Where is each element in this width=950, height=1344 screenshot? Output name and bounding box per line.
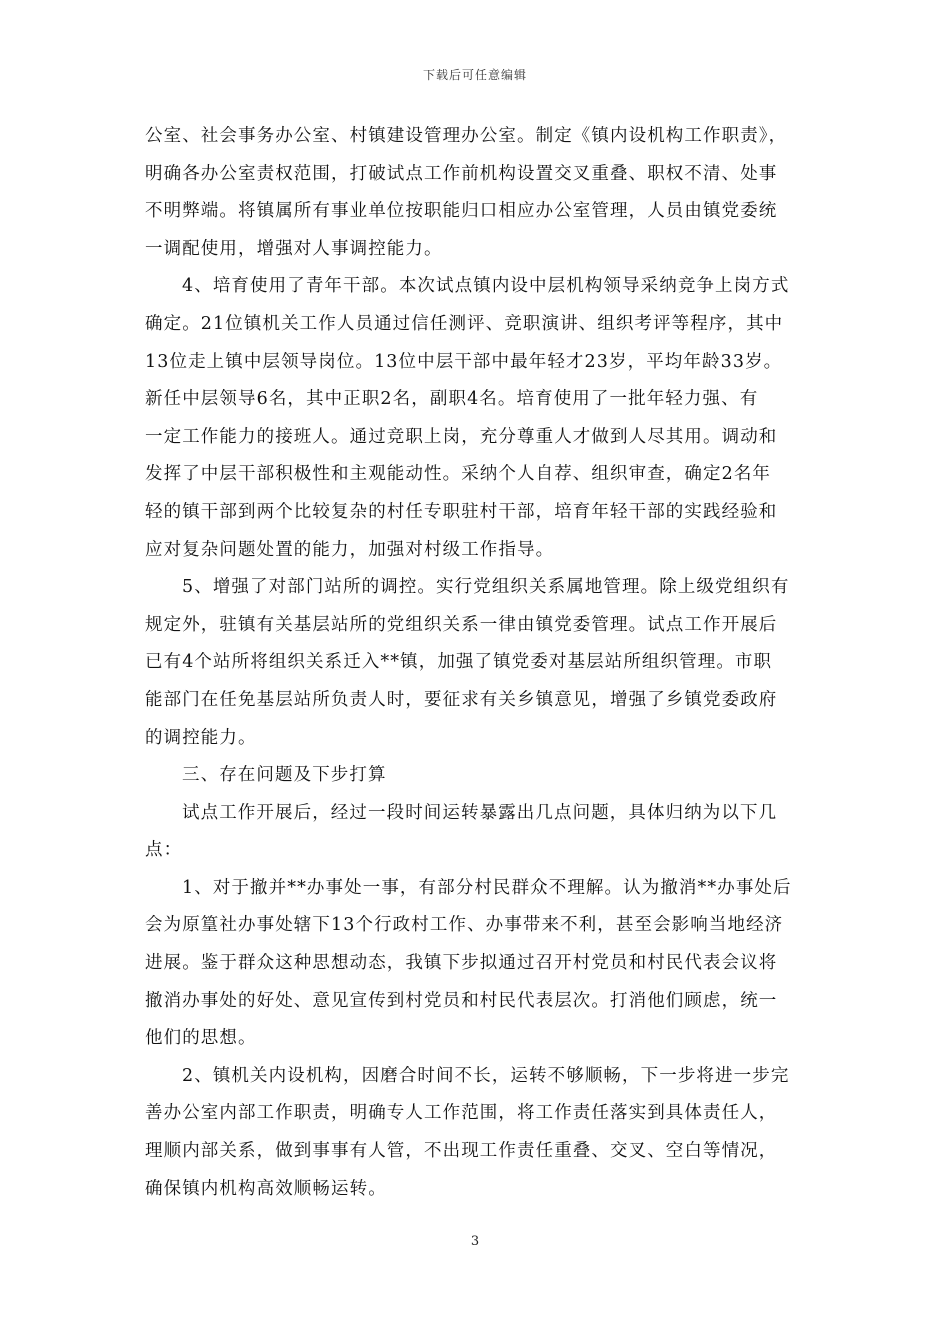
issue-2-start: 2、镇机关内设机构，因磨合时间不长，运转不够顺畅，下一步将进一步完 xyxy=(182,1065,790,1086)
text-line: 明确各办公室责权范围，打破试点工作前机构设置交叉重叠、职权不清、处事 xyxy=(145,163,778,184)
text-line: 确保镇内机构高效顺畅运转。 xyxy=(145,1178,387,1199)
text-line: 新任中层领导6名，其中正职2名，副职4名。培育使用了一批年轻力强、有 xyxy=(145,389,759,410)
page-header: 下载后可任意编辑 xyxy=(422,68,527,82)
text-line: 一调配使用，增强对人事调控能力。 xyxy=(145,238,443,259)
text-line: 的调控能力。 xyxy=(145,727,257,748)
text-line: 能部门在任免基层站所负责人时，要征求有关乡镇意见，增强了乡镇党委政府 xyxy=(145,689,778,710)
text-line: 一定工作能力的接班人。通过竞职上岗，充分尊重人才做到人尽其用。调动和 xyxy=(145,426,778,447)
text-line: 应对复杂问题处置的能力，加强对村级工作指导。 xyxy=(145,539,555,560)
text-line: 不明弊端。将镇属所有事业单位按职能归口相应办公室管理，人员由镇党委统 xyxy=(145,201,778,222)
text-line: 13位走上镇中层领导岗位。13位中层干部中最年轻才23岁，平均年龄33岁。 xyxy=(145,351,783,372)
text-line: 点： xyxy=(145,840,183,861)
text-line: 理顺内部关系，做到事事有人管，不出现工作责任重叠、交叉、空白等情况， xyxy=(145,1141,778,1162)
paragraph-4-start: 4、培育使用了青年干部。本次试点镇内设中层机构领导采纳竞争上岗方式 xyxy=(182,276,790,297)
text-line: 确定。21位镇机关工作人员通过信任测评、竞职演讲、组织考评等程序，其中 xyxy=(145,313,784,334)
section-heading: 三、存在问题及下步打算 xyxy=(182,765,387,786)
text-line: 轻的镇干部到两个比较复杂的村任专职驻村干部，培育年轻干部的实践经验和 xyxy=(145,501,778,522)
text-line: 他们的思想。 xyxy=(145,1028,257,1049)
text-line: 进展。鉴于群众这种思想动态，我镇下步拟通过召开村党员和村民代表会议将 xyxy=(145,953,778,974)
paragraph-intro-start: 试点工作开展后，经过一段时间运转暴露出几点问题，具体归纳为以下几 xyxy=(182,802,778,823)
text-line: 会为原篁社办事处辖下13个行政村工作、办事带来不利，甚至会影响当地经济 xyxy=(145,915,784,936)
text-line: 发挥了中层干部积极性和主观能动性。采纳个人自荐、组织审查，确定2名年 xyxy=(145,464,772,485)
page-number: 3 xyxy=(470,1234,480,1249)
text-line: 善办公室内部工作职责，明确专人工作范围，将工作责任落实到具体责任人， xyxy=(145,1103,778,1124)
document-body xyxy=(145,118,810,1208)
paragraph-5-start: 5、增强了对部门站所的调控。实行党组织关系属地管理。除上级党组织有 xyxy=(182,577,790,598)
text-line: 公室、社会事务办公室、村镇建设管理办公室。制定《镇内设机构工作职责》， xyxy=(145,126,788,146)
text-line: 规定外，驻镇有关基层站所的党组织关系一律由镇党委管理。试点工作开展后 xyxy=(145,614,778,635)
text-line: 撤消办事处的好处、意见宣传到村党员和村民代表层次。打消他们顾虑，统一 xyxy=(145,990,778,1011)
text-line: 已有4个站所将组织关系迁入**镇，加强了镇党委对基层站所组织管理。市职 xyxy=(145,652,773,673)
issue-1-start: 1、对于撤并**办事处一事，有部分村民群众不理解。认为撤消**办事处后 xyxy=(182,877,792,898)
